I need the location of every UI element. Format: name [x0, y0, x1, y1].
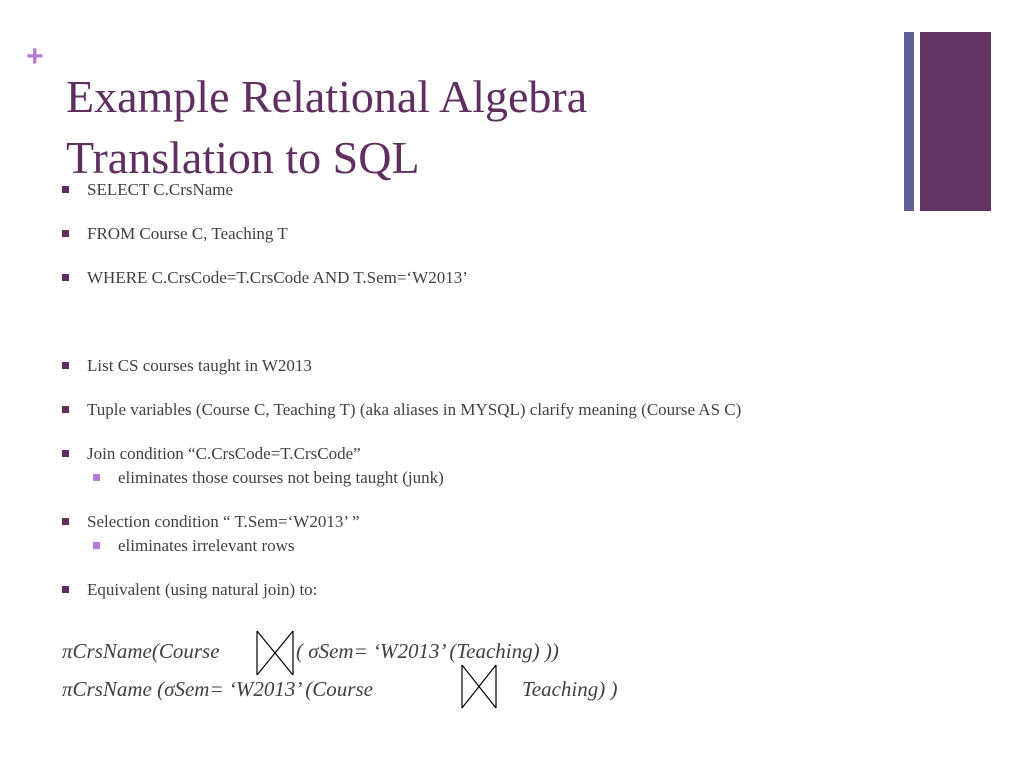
bullet-marker	[62, 450, 69, 457]
title-line-1: Example Relational Algebra	[66, 71, 588, 122]
bullet-marker	[62, 274, 69, 281]
bullet-marker	[62, 230, 69, 237]
bowtie-join-icon	[256, 630, 294, 676]
title-line-2: Translation to SQL	[66, 132, 420, 183]
sub-bullet-junk: eliminates those courses not being taught (junk)	[93, 468, 444, 488]
bullet-marker	[62, 518, 69, 525]
sub-bullet-irrelevant-rows: eliminates irrelevant rows	[93, 536, 295, 556]
bullet-list-cs-courses: List CS courses taught in W2013	[62, 356, 312, 376]
formula-line-2-part-2: Teaching) )	[522, 677, 618, 701]
sub-bullet-marker	[93, 542, 100, 549]
formula-line-1-part-2: ( σSem= ‘W2013’ (Teaching) ))	[296, 639, 559, 663]
bullet-marker	[62, 406, 69, 413]
bullet-where: WHERE C.CrsCode=T.CrsCode AND T.Sem=‘W2013’	[62, 268, 468, 288]
bullet-selection-condition: Selection condition “ T.Sem=‘W2013’ ”	[62, 512, 360, 532]
formula-line-2-part-1: πCrsName (σSem= ‘W2013’ (Course	[62, 677, 373, 701]
bullet-tuple-variables: Tuple variables (Course C, Teaching T) (aka aliases in MYSQL) clarify meaning (Course AS C)	[62, 400, 741, 420]
bullet-marker	[62, 586, 69, 593]
decorative-bar-thin	[904, 32, 914, 211]
sub-bullet-marker	[93, 474, 100, 481]
bullet-equivalent: Equivalent (using natural join) to:	[62, 580, 317, 600]
plus-icon: +	[26, 40, 44, 73]
bowtie-join-icon	[461, 664, 497, 709]
formula-line-1-part-1: πCrsName(Course	[62, 639, 220, 663]
decorative-bar-wide	[920, 32, 991, 211]
slide-title	[66, 66, 587, 188]
bullet-marker	[62, 362, 69, 369]
bullet-marker	[62, 186, 69, 193]
bullet-join-condition: Join condition “C.CrsCode=T.CrsCode”	[62, 444, 361, 464]
bullet-from: FROM Course C, Teaching T	[62, 224, 288, 244]
bullet-select: SELECT C.CrsName	[62, 180, 233, 200]
